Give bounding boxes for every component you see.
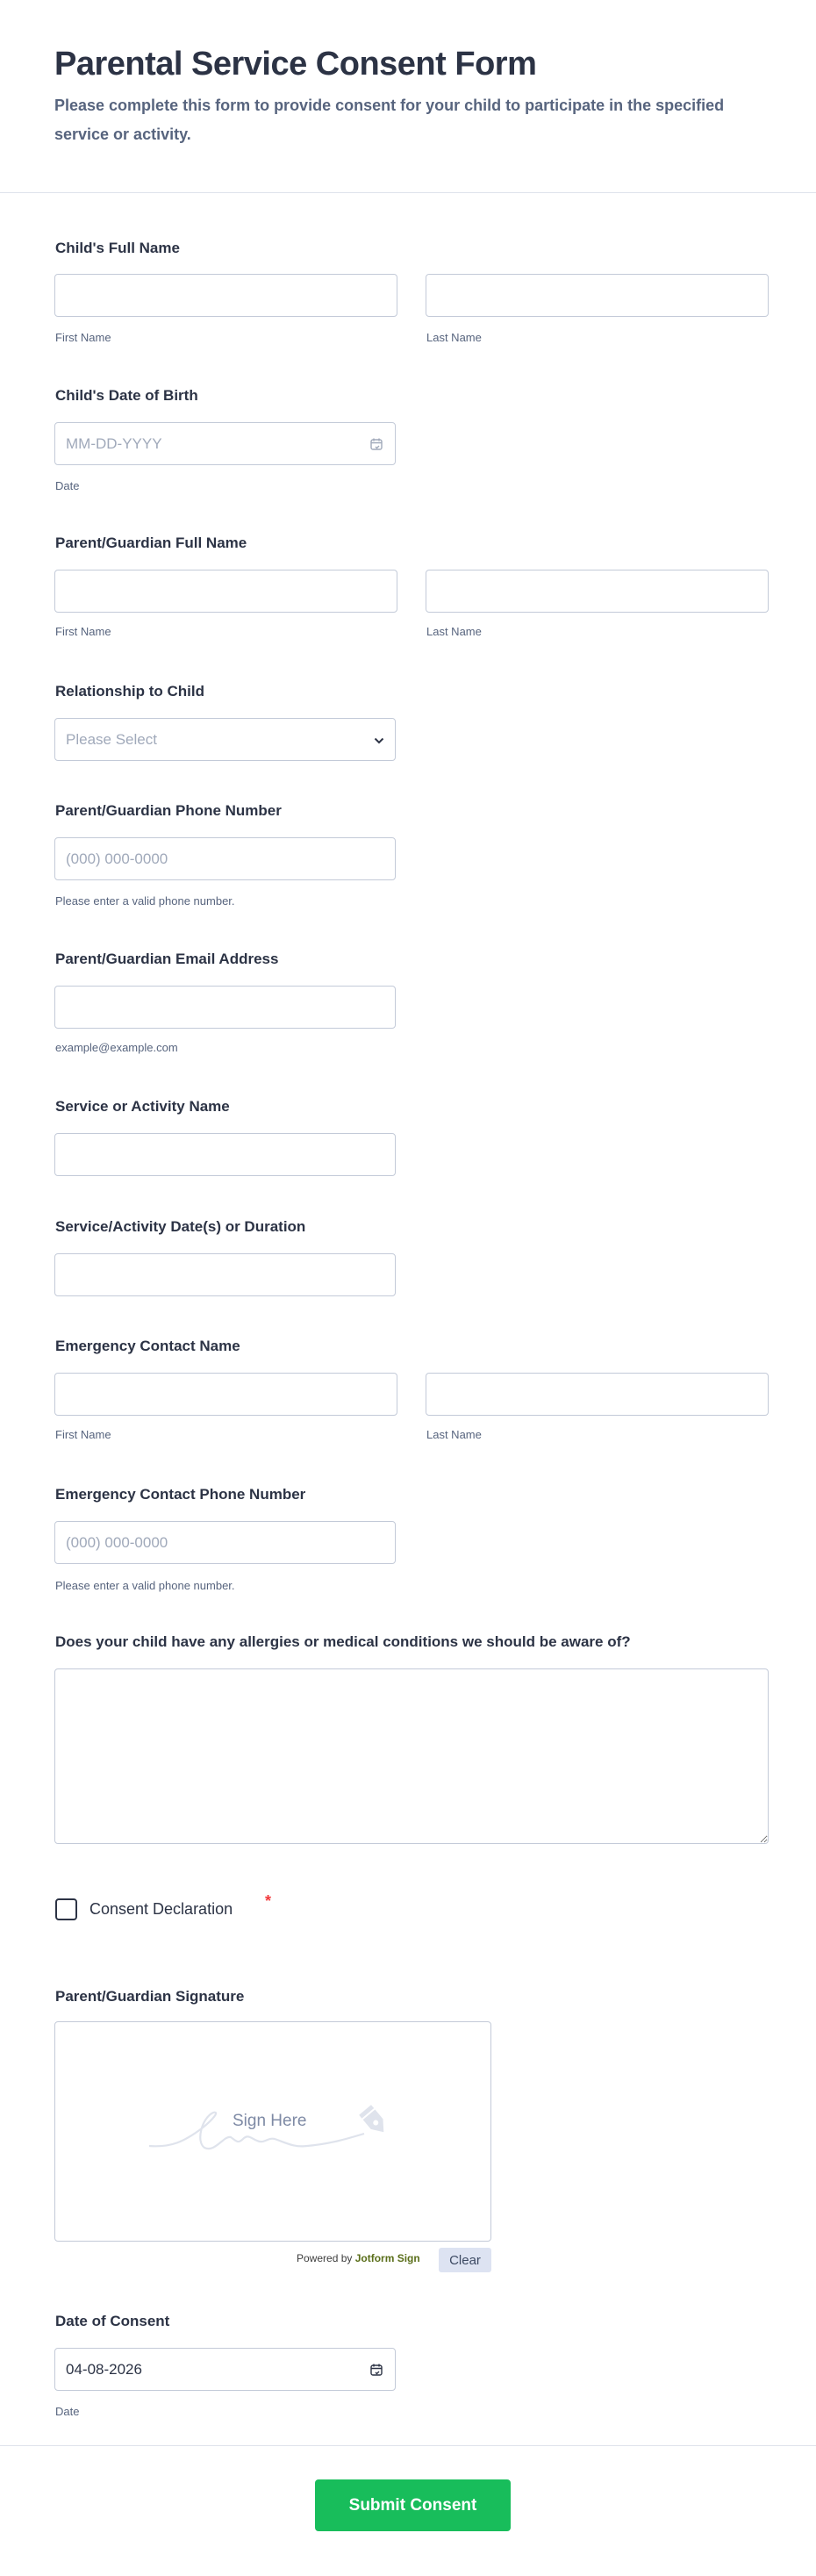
child-last-name-sublabel: Last Name [426,331,482,344]
powered-by-label: Powered by [297,2252,353,2264]
relationship-label: Relationship to Child [55,683,204,700]
header-divider [0,192,816,193]
calendar-icon[interactable] [369,2363,383,2377]
consent-label[interactable]: Consent Declaration [89,1900,233,1918]
footer-divider [0,2445,816,2446]
page-title: Parental Service Consent Form [54,46,537,83]
emergency-phone-hint: Please enter a valid phone number. [55,1579,235,1592]
emergency-phone-label: Emergency Contact Phone Number [55,1486,306,1503]
clear-signature-button[interactable]: Clear [439,2248,491,2272]
service-dates-label: Service/Activity Date(s) or Duration [55,1218,306,1235]
parent-email-hint: example@example.com [55,1041,178,1054]
jotform-sign-brand: Jotform Sign [354,2252,420,2264]
parent-phone-hint: Please enter a valid phone number. [55,894,235,908]
child-dob-input[interactable] [54,422,396,465]
child-name-label: Child's Full Name [55,240,180,256]
emergency-name-label: Emergency Contact Name [55,1338,240,1354]
child-dob-sublabel: Date [55,479,80,492]
consent-date-sublabel: Date [55,2405,80,2418]
required-asterisk: * [265,1892,272,1910]
consent-checkbox[interactable] [55,1898,77,1920]
emergency-phone-input[interactable] [54,1521,396,1564]
signature-label: Parent/Guardian Signature [55,1988,245,2005]
consent-date-input[interactable] [54,2348,396,2391]
emergency-first-name-input[interactable] [54,1373,397,1416]
child-dob-field [54,422,396,465]
relationship-selected-value: Please Select [66,730,157,748]
child-last-name-input[interactable] [426,274,769,317]
emergency-first-name-sublabel: First Name [55,1428,111,1441]
parent-first-name-input[interactable] [54,570,397,613]
child-dob-label: Child's Date of Birth [55,387,198,404]
parent-first-name-sublabel: First Name [55,625,111,638]
allergies-label: Does your child have any allergies or medical conditions we should be aware of? [55,1633,631,1650]
parent-phone-label: Parent/Guardian Phone Number [55,802,282,819]
calendar-icon[interactable] [369,437,383,451]
parent-email-input[interactable] [54,986,396,1029]
parent-last-name-sublabel: Last Name [426,625,482,638]
consent-date-field [54,2348,396,2391]
submit-button[interactable]: Submit Consent [315,2479,511,2531]
allergies-textarea[interactable] [54,1668,769,1844]
emergency-last-name-input[interactable] [426,1373,769,1416]
parent-email-label: Parent/Guardian Email Address [55,951,279,967]
relationship-select[interactable] [54,718,396,761]
chevron-down-icon [374,731,384,749]
sign-here-placeholder: Sign Here [233,2112,307,2130]
parent-last-name-input[interactable] [426,570,769,613]
parent-phone-input[interactable] [54,837,396,880]
service-dates-input[interactable] [54,1253,396,1296]
child-first-name-sublabel: First Name [55,331,111,344]
service-name-label: Service or Activity Name [55,1098,230,1115]
child-first-name-input[interactable] [54,274,397,317]
powered-by-text [297,2252,420,2264]
consent-date-label: Date of Consent [55,2313,170,2329]
page-subtitle: Please complete this form to provide consent for your child to participate in the specified service or activity. [54,97,725,143]
service-name-input[interactable] [54,1133,396,1176]
emergency-last-name-sublabel: Last Name [426,1428,482,1441]
parent-name-label: Parent/Guardian Full Name [55,535,247,551]
